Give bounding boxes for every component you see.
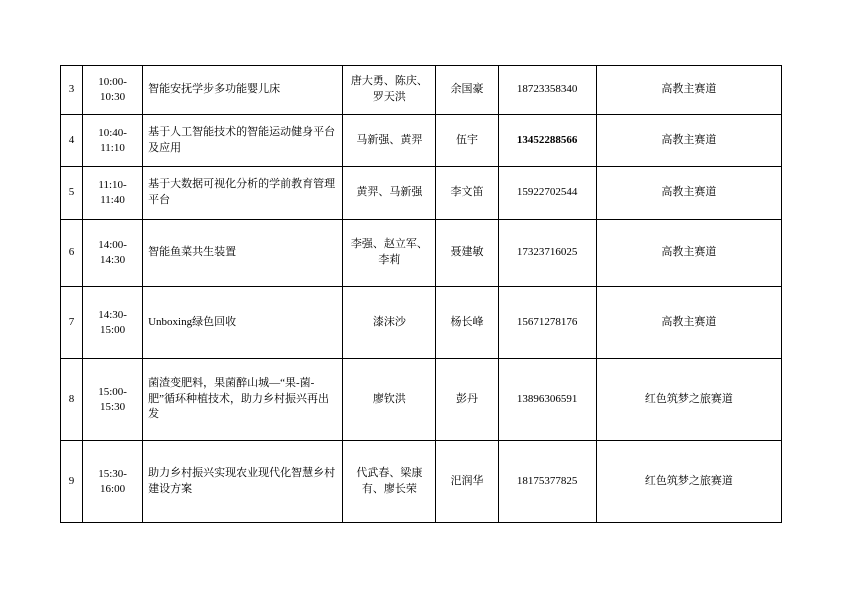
time-start: 15:00- — [98, 385, 127, 398]
time-start: 14:30- — [98, 308, 127, 321]
row-track: 高教主赛道 — [596, 115, 781, 167]
time-end: 11:40 — [100, 194, 125, 206]
time-start: 11:10- — [98, 179, 127, 192]
row-authors: 唐大勇、陈庆、罗天洪 — [343, 66, 436, 115]
row-teacher: 彭丹 — [436, 359, 498, 441]
row-authors: 廖钦洪 — [343, 359, 436, 441]
time-start: 15:30- — [98, 467, 127, 480]
row-authors: 李强、赵立军、李莉 — [343, 220, 436, 287]
time-end: 16:00 — [100, 482, 126, 495]
schedule-table — [60, 65, 782, 523]
row-index: 7 — [61, 287, 83, 359]
row-index: 5 — [61, 167, 83, 220]
row-phone: 18175377825 — [498, 441, 596, 523]
row-authors: 代武春、梁康有、廖长荣 — [343, 441, 436, 523]
row-teacher: 聂建敏 — [436, 220, 498, 287]
row-project: Unboxing绿色回收 — [143, 287, 343, 359]
table-row — [61, 287, 782, 359]
row-teacher: 李文笛 — [436, 167, 498, 220]
row-teacher: 伍宇 — [436, 115, 498, 167]
row-index: 9 — [61, 441, 83, 523]
row-index: 3 — [61, 66, 83, 115]
row-track: 高教主赛道 — [596, 167, 781, 220]
row-project: 基于人工智能技术的智能运动健身平台及应用 — [143, 115, 343, 167]
row-phone: 15671278176 — [498, 287, 596, 359]
time-end: 10:30 — [100, 91, 126, 103]
time-start: 14:00- — [98, 239, 127, 252]
row-index: 4 — [61, 115, 83, 167]
row-track: 红色筑梦之旅赛道 — [596, 359, 781, 441]
row-phone: 13896306591 — [498, 359, 596, 441]
table-row — [61, 220, 782, 287]
row-time — [83, 359, 143, 441]
row-time — [83, 66, 143, 115]
time-end: 11:10 — [100, 141, 125, 154]
row-track: 高教主赛道 — [596, 220, 781, 287]
row-track: 红色筑梦之旅赛道 — [596, 441, 781, 523]
row-phone: 17323716025 — [498, 220, 596, 287]
row-time — [83, 287, 143, 359]
row-project: 智能鱼菜共生装置 — [143, 220, 343, 287]
row-phone: 15922702544 — [498, 167, 596, 220]
row-time — [83, 220, 143, 287]
table-body — [61, 66, 782, 523]
table-row — [61, 115, 782, 167]
row-time — [83, 115, 143, 167]
row-project: 助力乡村振兴实现农业现代化智慧乡村建设方案 — [143, 441, 343, 523]
row-index: 6 — [61, 220, 83, 287]
time-start: 10:40- — [98, 126, 127, 139]
row-phone: 13452288566 — [498, 115, 596, 167]
row-track: 高教主赛道 — [596, 287, 781, 359]
row-time — [83, 167, 143, 220]
row-track: 高教主赛道 — [596, 66, 781, 115]
table-row — [61, 167, 782, 220]
row-project: 智能安抚学步多功能婴儿床 — [143, 66, 343, 115]
time-end: 15:00 — [100, 323, 126, 336]
time-end: 15:30 — [100, 400, 126, 413]
row-teacher: 杨长峰 — [436, 287, 498, 359]
table-row — [61, 66, 782, 115]
time-end: 14:30 — [100, 254, 126, 266]
time-start: 10:00- — [98, 76, 127, 89]
row-project: 菌渣变肥料，果菌醉山城—“果-菌-肥”循环种植技术，助力乡村振兴再出发 — [143, 359, 343, 441]
row-authors: 马新强、黄羿 — [343, 115, 436, 167]
table-row — [61, 441, 782, 523]
row-project: 基于大数据可视化分析的学前教育管理平台 — [143, 167, 343, 220]
row-teacher: 汜润华 — [436, 441, 498, 523]
row-authors: 漆沫沙 — [343, 287, 436, 359]
row-phone: 18723358340 — [498, 66, 596, 115]
row-index: 8 — [61, 359, 83, 441]
row-authors: 黄羿、马新强 — [343, 167, 436, 220]
table-row — [61, 359, 782, 441]
row-time — [83, 441, 143, 523]
row-teacher: 余国豪 — [436, 66, 498, 115]
